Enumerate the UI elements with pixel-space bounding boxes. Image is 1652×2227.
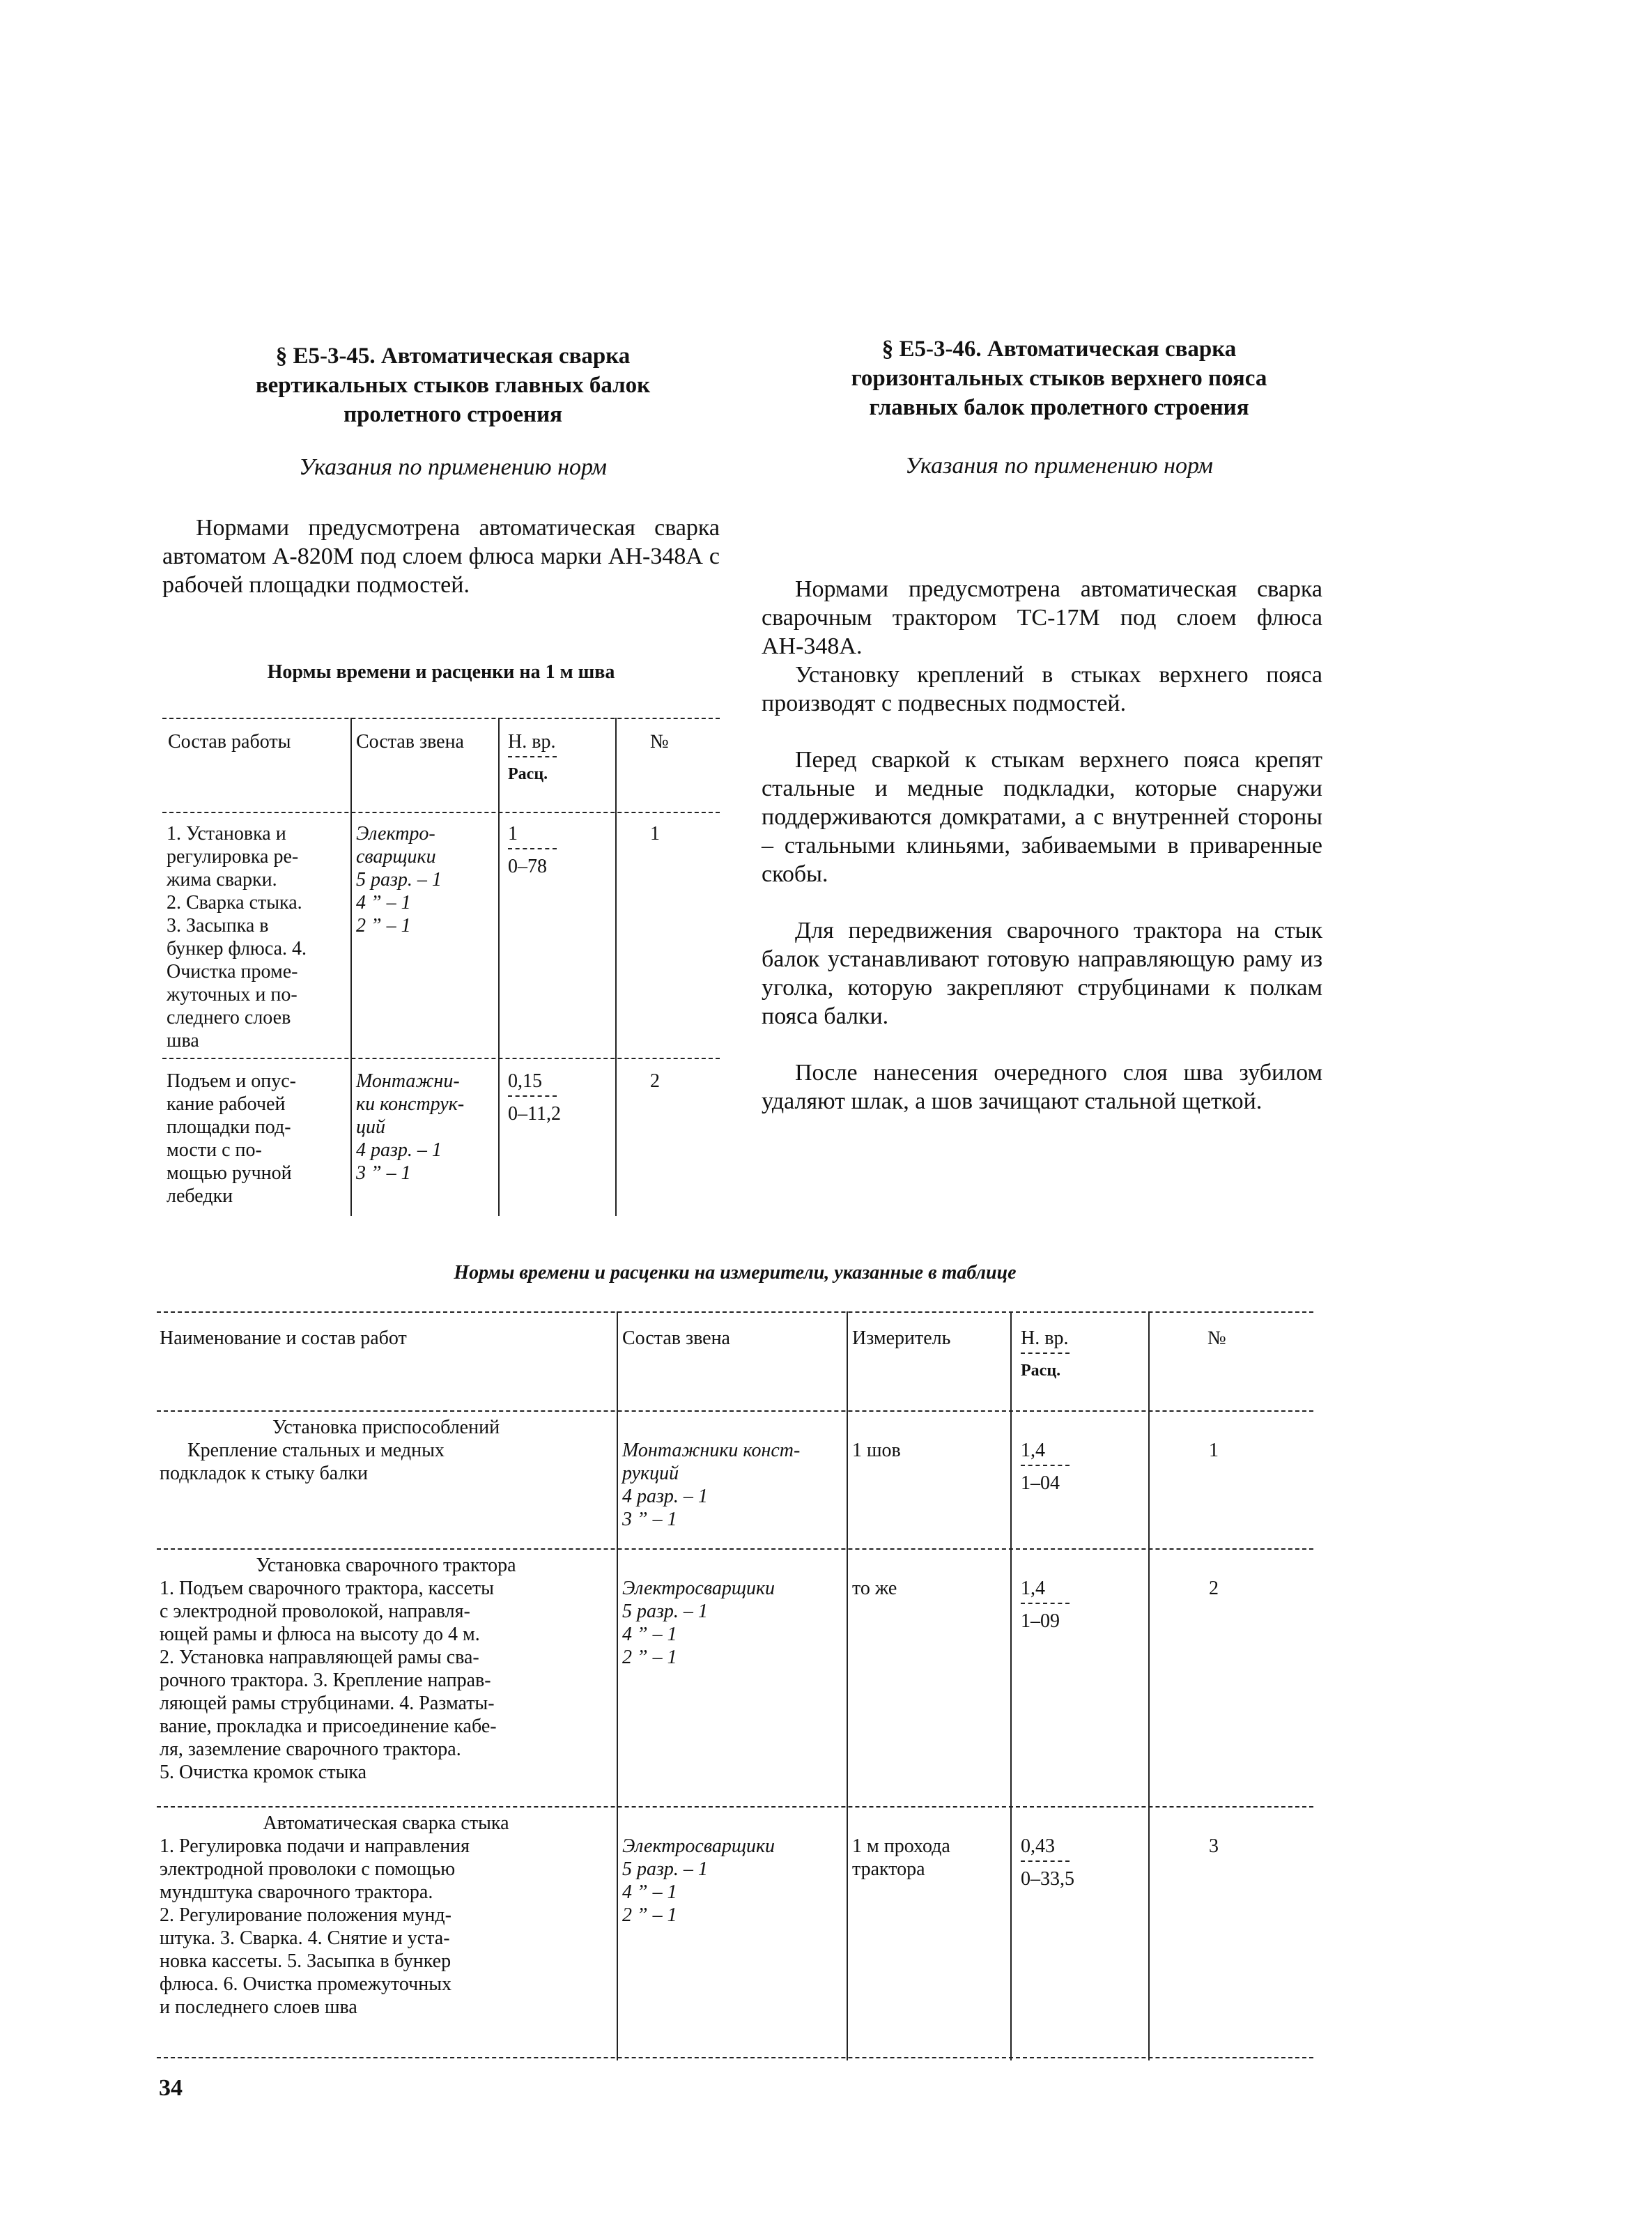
work-line: электродной проволоки с помощью [160,1858,456,1880]
crew-line: рукций [622,1463,679,1484]
crew-line: 2 ” – 1 [356,915,411,937]
bottom-row-1-num: 1 [1209,1440,1219,1461]
crew-line: 5 разр. – 1 [356,869,442,891]
left-heading-line: вертикальных стыков главных балок [255,373,651,398]
work-line: Очистка проме- [167,961,298,982]
left-row-2-num: 2 [650,1070,660,1092]
bottom-row-2-num: 2 [1209,1578,1219,1599]
right-paragraph: После нанесения очередного слоя шва зубилом удаляют шлак, а шов зачищают стальной щеткой. [762,1060,1322,1114]
crew-line: 3 ” – 1 [622,1509,677,1530]
norm-value: 0,15 [508,1070,542,1092]
work-line: регулировка ре- [167,846,299,868]
bottom-header-unit: Измеритель [852,1327,951,1349]
norm-value: 0,43 [1021,1835,1055,1857]
left-header-num: № [650,731,669,753]
work-line: флюса. 6. Очистка промежуточных [160,1973,452,1995]
unit-line: то же [852,1578,897,1599]
work-line: новка кассеты. 5. Засыпка в бункер [160,1950,451,1972]
crew-line: 2 ” – 1 [622,1647,677,1668]
work-line: мощью ручной [167,1162,292,1184]
crew-line: Электросварщики [622,1578,775,1599]
bottom-header-crew: Состав звена [622,1327,730,1349]
crew-line: ки конструк- [356,1093,465,1115]
work-line: 2. Сварка стыка. [167,892,302,914]
work-line: площадки под- [167,1116,291,1138]
crew-line: Электросварщики [622,1835,775,1857]
right-heading-line: главных балок пролетного строения [869,395,1249,420]
bottom-norms-table [157,1311,1313,2060]
work-line: ля, заземление сварочного трактора. [160,1739,461,1760]
bottom-row-3-crew [622,1835,775,1927]
work-line: 3. Засыпка в [167,915,269,937]
right-section-subheading: Указания по применению норм [905,453,1213,479]
left-row-2-crew [356,1070,464,1185]
bottom-row-1-norm-rate [1021,1439,1070,1495]
work-line: с электродной проволокой, направля- [160,1601,470,1622]
work-line: жима сварки. [167,869,277,891]
bottom-header-num: № [1207,1327,1226,1349]
bottom-header-name: Наименование и состав работ [160,1327,407,1349]
bottom-row-1-unit [852,1439,901,1462]
work-line: ющей рамы и флюса на высоту до 4 м. [160,1624,480,1645]
crew-line: 4 ” – 1 [622,1881,677,1903]
left-row-1-num: 1 [650,823,660,845]
right-paragraph: Установку креплений в стыках верхнего пояса производят с подвесных подмостей. [762,662,1322,716]
row-title: Установка сварочного трактора [256,1555,516,1576]
bottom-table-caption: Нормы времени и расценки на измерители, указанные в таблице [454,1262,1017,1284]
work-line: кание рабочей [167,1093,286,1115]
crew-line: ций [356,1116,385,1138]
right-paragraph: Нормами предусмотрена автоматическая сварка сварочным трактором ТС-17М под слоем флюса АН-348А. [762,576,1322,659]
work-line: 5. Очистка кромок стыка [160,1762,367,1783]
right-heading-line: § Е5-3-46. Автоматическая сварка [881,337,1237,362]
rate-value: 0–78 [508,856,547,877]
row-title: Установка приспособлений [272,1417,500,1438]
left-header-crew: Состав звена [356,731,464,753]
crew-line: сварщики [356,846,436,868]
crew-line: 4 ” – 1 [622,1624,677,1645]
bottom-row-3-unit [852,1835,950,1881]
left-section-subheading: Указания по применению норм [299,454,607,480]
rate-value: 0–11,2 [508,1103,561,1125]
left-header-rate: Расц. [508,765,548,783]
work-line: 1. Подъем сварочного трактора, кассеты [160,1578,494,1599]
work-line: рочного трактора. 3. Крепление направ- [160,1670,491,1691]
left-heading-line: § Е5-3-45. Автоматическая сварка [275,344,631,369]
unit-line: трактора [852,1858,925,1880]
work-line: мости с по- [167,1139,262,1161]
left-row-1-work [167,822,307,1052]
page-number: 34 [159,2075,183,2101]
crew-line: Монтажни- [356,1070,460,1092]
right-section-heading [763,334,1355,422]
work-line: Крепление стальных и медных [187,1440,445,1461]
crew-line: 4 разр. – 1 [622,1486,708,1507]
work-line: штука. 3. Сварка. 4. Снятие и уста- [160,1927,450,1949]
right-paragraph: Перед сваркой к стыкам верхнего пояса крепят стальные и медные подкладки, которые снаружи поддерживаются домкратами, а с внутренней стороны – стальными клиньями, забиваемыми в приваренные скобы. [762,747,1322,887]
work-line: вание, прокладка и присоединение кабе- [160,1716,497,1737]
bottom-row-2-unit [852,1577,897,1600]
work-line: Подъем и опус- [167,1070,297,1092]
bottom-header-norm: Н. вр. [1021,1327,1069,1349]
bottom-row-1-crew [622,1439,800,1531]
bottom-row-3-work [160,1812,612,2019]
left-header-norm: Н. вр. [508,731,556,753]
work-line: лебедки [167,1185,233,1207]
unit-line: 1 м прохода [852,1835,950,1857]
crew-line: 4 ” – 1 [356,892,411,914]
crew-line: Электро- [356,823,435,845]
work-line: подкладок к стыку балки [160,1463,369,1484]
bottom-header-rate: Расц. [1021,1362,1061,1380]
left-heading-line: пролетного строения [343,402,562,427]
rate-value: 0–33,5 [1021,1868,1074,1890]
work-line: мундштука сварочного трактора. [160,1881,433,1903]
work-line: и последнего слоев шва [160,1996,357,2018]
crew-line: 5 разр. – 1 [622,1601,708,1622]
rate-value: 1–04 [1021,1472,1060,1494]
crew-line: 5 разр. – 1 [622,1858,708,1880]
left-norms-table [162,718,720,1216]
left-row-2-norm-rate [508,1070,561,1125]
work-line: 2. Установка направляющей рамы сва- [160,1647,479,1668]
crew-line: 3 ” – 1 [356,1162,411,1184]
unit-line: 1 шов [852,1440,901,1461]
left-header-work: Состав работы [168,731,291,753]
left-table-caption-text: Нормы времени и расценки на 1 м шва [267,661,615,683]
work-line: 1. Установка и [167,823,286,845]
bottom-row-1-work [160,1416,612,1485]
norm-value: 1,4 [1021,1440,1045,1461]
row-title: Автоматическая сварка стыка [263,1812,509,1834]
left-row-2-work [167,1070,296,1208]
left-header-norm-rate [508,730,557,786]
norm-value: 1 [508,823,518,845]
bottom-row-2-work [160,1554,612,1784]
crew-line: Монтажники конст- [622,1440,801,1461]
bottom-row-2-norm-rate [1021,1577,1070,1633]
crew-line: 4 разр. – 1 [356,1139,442,1161]
work-line: жуточных и по- [167,984,298,1005]
crew-line: 2 ” – 1 [622,1904,677,1926]
work-line: 1. Регулировка подачи и направления [160,1835,470,1857]
work-line: 2. Регулирование положения мунд- [160,1904,451,1926]
left-section-heading [160,341,746,429]
bottom-row-2-crew [622,1577,775,1669]
norm-value: 1,4 [1021,1578,1045,1599]
rate-value: 1–09 [1021,1610,1060,1632]
work-line: ляющей рамы струбцинами. 4. Разматы- [160,1693,495,1714]
work-line: бункер флюса. 4. [167,938,307,960]
left-row-1-crew [356,822,442,937]
right-section-body [762,575,1322,1143]
right-paragraph: Для передвижения сварочного трактора на стык балок устанавливают готовую направляющую раму из уголка, которую закрепляют струбцинами к полкам пояса балки. [762,918,1322,1029]
left-paragraph: Нормами предусмотрена автоматическая сварка автоматом А-820М под слоем флюса марки АН-348А с рабочей площадки подмостей. [162,515,720,598]
work-line: следнего слоев [167,1007,291,1028]
bottom-row-3-norm-rate [1021,1835,1074,1890]
right-heading-line: горизонтальных стыков верхнего пояса [851,366,1267,391]
bottom-row-3-num: 3 [1209,1835,1219,1857]
work-line: шва [167,1030,199,1051]
left-row-1-norm-rate [508,822,557,878]
bottom-header-norm-rate [1021,1327,1070,1382]
